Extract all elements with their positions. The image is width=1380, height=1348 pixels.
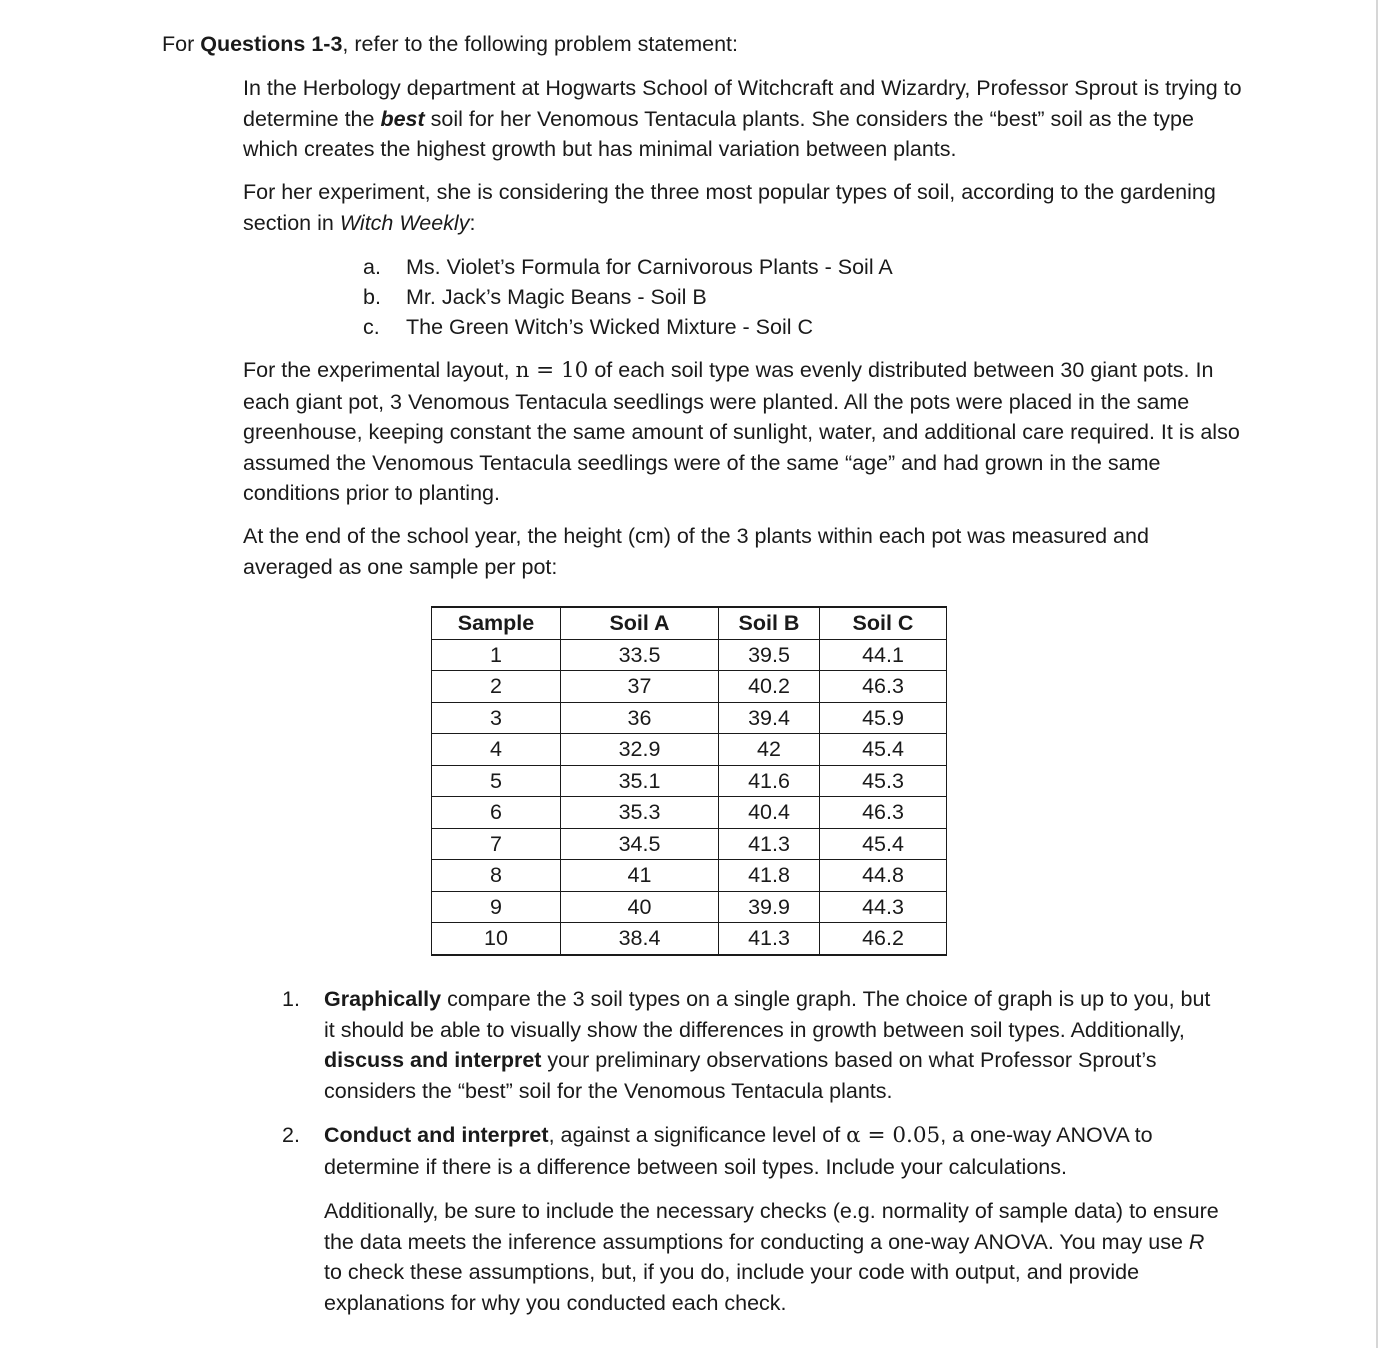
table-cell: 37 bbox=[561, 671, 719, 703]
problem-paragraph-1: In the Herbology department at Hogwarts School of Witchcraft and Wizardry, Professor Sprout is trying to determine the best soil for her Venomous Tentacula plants. She considers the “best” soil as the type which creates the highest growth but has minimal variation between plants. bbox=[243, 76, 1242, 161]
list-item: a. Ms. Violet’s Formula for Carnivorous Plants - Soil A bbox=[363, 255, 893, 279]
question-1-text: Graphically compare the 3 soil types on a single graph. The choice of graph is up to you, but it should be able to visually show the differences in growth between soil types. Additionally, discuss and interpret your preliminary observations based on what Professor Sprout’s considers the “best” soil for the Venomous Tentacula plants. bbox=[324, 987, 1211, 1103]
table-cell: 40.2 bbox=[719, 671, 820, 703]
question-2-followup: Additionally, be sure to include the necessary checks (e.g. normality of sample data) to ensure the data meets the inference assumptions for conducting a one-way ANOVA. You may use R to check these assumptions, but, if you do, include your code with output, and provide explanations for why you conducted each check. bbox=[324, 1199, 1219, 1315]
intro-suffix: , refer to the following problem statement: bbox=[342, 32, 738, 56]
question-2-text: Conduct and interpret, against a significance level of α = 0.05, a one-way ANOVA to determine if there is a difference between soil types. Include your calculations. bbox=[324, 1123, 1153, 1179]
table-cell: 40 bbox=[561, 891, 719, 923]
problem-paragraph-2: For her experiment, she is considering the three most popular types of soil, according to the gardening section in Witch Weekly: bbox=[243, 180, 1216, 235]
math-n: n = 10 bbox=[515, 358, 589, 383]
math-alpha: α = 0.05 bbox=[846, 1123, 941, 1148]
table-cell: 38.4 bbox=[561, 923, 719, 955]
table-row bbox=[432, 891, 947, 923]
table-cell: 41 bbox=[561, 860, 719, 892]
soil-list bbox=[363, 252, 893, 342]
table-body bbox=[432, 639, 947, 955]
table-row bbox=[432, 765, 947, 797]
r-language: R bbox=[1188, 1229, 1205, 1254]
table-cell: 2 bbox=[432, 671, 561, 703]
question-list bbox=[282, 984, 1242, 1318]
table-cell: 32.9 bbox=[561, 734, 719, 766]
height-table bbox=[431, 606, 947, 956]
page-edge-line bbox=[1376, 0, 1378, 1348]
table-cell: 41.8 bbox=[719, 860, 820, 892]
table-cell: 7 bbox=[432, 828, 561, 860]
table-cell: 44.1 bbox=[820, 639, 947, 671]
table-cell: 41.6 bbox=[719, 765, 820, 797]
table-cell: 42 bbox=[719, 734, 820, 766]
table-cell: 45.3 bbox=[820, 765, 947, 797]
table-cell: 34.5 bbox=[561, 828, 719, 860]
col-header: Soil C bbox=[820, 607, 947, 639]
table-cell: 35.3 bbox=[561, 797, 719, 829]
table-cell: 45.4 bbox=[820, 828, 947, 860]
magazine-title: Witch Weekly bbox=[339, 210, 470, 235]
table-row bbox=[432, 639, 947, 671]
table-cell: 36 bbox=[561, 702, 719, 734]
table-cell: 40.4 bbox=[719, 797, 820, 829]
table-cell: 45.4 bbox=[820, 734, 947, 766]
table-cell: 46.3 bbox=[820, 797, 947, 829]
table-cell: 6 bbox=[432, 797, 561, 829]
table-cell: 39.4 bbox=[719, 702, 820, 734]
problem-paragraph-3: For the experimental layout, n = 10 of each soil type was evenly distributed between 30 giant pots. In each giant pot, 3 Venomous Tentacula seedlings were planted. All the pots were placed in the same greenhouse, keeping constant the same amount of sunlight, water, and additional care required. It is also assumed the Venomous Tentacula seedlings were of the same “age” and had grown in the same conditions prior to planting. bbox=[243, 358, 1240, 505]
table-row bbox=[432, 797, 947, 829]
table-cell: 8 bbox=[432, 860, 561, 892]
table-cell: 10 bbox=[432, 923, 561, 955]
question-2: 2. Conduct and interpret, against a significance level of α = 0.05, a one-way ANOVA to determine if there is a difference between soil types. Include your calculations. Additionally, be sure to include the necessary checks (e.g. normality of sample data) to ensure the data meets the inference assumptions for conducting a one-way ANOVA. You may use R to check these assumptions, but, if you do, include your code with output, and provide explanations for why you conducted each check. bbox=[282, 1120, 1242, 1318]
table-row bbox=[432, 828, 947, 860]
intro-prefix: For bbox=[162, 32, 201, 56]
col-header: Sample bbox=[432, 607, 561, 639]
table-cell: 45.9 bbox=[820, 702, 947, 734]
list-item: c. The Green Witch’s Wicked Mixture - Soil C bbox=[363, 315, 814, 339]
table-cell: 44.3 bbox=[820, 891, 947, 923]
table-cell: 4 bbox=[432, 734, 561, 766]
table-row bbox=[432, 734, 947, 766]
table-cell: 5 bbox=[432, 765, 561, 797]
table-cell: 39.9 bbox=[719, 891, 820, 923]
table-cell: 41.3 bbox=[719, 828, 820, 860]
table-cell: 9 bbox=[432, 891, 561, 923]
table-header-row bbox=[432, 607, 947, 639]
table-cell: 41.3 bbox=[719, 923, 820, 955]
table-row bbox=[432, 923, 947, 955]
question-1: 1. Graphically compare the 3 soil types on a single graph. The choice of graph is up to you, but it should be able to visually show the differences in growth between soil types. Additionally, discuss and interpret your preliminary observations based on what Professor Sprout’s considers the “best” soil for the Venomous Tentacula plants. bbox=[282, 984, 1242, 1106]
table-cell: 46.2 bbox=[820, 923, 947, 955]
table-cell: 44.8 bbox=[820, 860, 947, 892]
table-row bbox=[432, 702, 947, 734]
table-row bbox=[432, 671, 947, 703]
col-header: Soil B bbox=[719, 607, 820, 639]
table-cell: 3 bbox=[432, 702, 561, 734]
table-cell: 33.5 bbox=[561, 639, 719, 671]
problem-paragraph-4: At the end of the school year, the height (cm) of the 3 plants within each pot was measured and averaged as one sample per pot: bbox=[243, 524, 1149, 579]
table-cell: 35.1 bbox=[561, 765, 719, 797]
col-header: Soil A bbox=[561, 607, 719, 639]
table-cell: 46.3 bbox=[820, 671, 947, 703]
table-cell: 1 bbox=[432, 639, 561, 671]
table-row bbox=[432, 860, 947, 892]
intro-line bbox=[162, 29, 738, 60]
intro-bold: Questions 1-3 bbox=[200, 32, 343, 56]
table-cell: 39.5 bbox=[719, 639, 820, 671]
emphasis-best: best bbox=[380, 106, 425, 131]
list-item: b. Mr. Jack’s Magic Beans - Soil B bbox=[363, 285, 707, 309]
